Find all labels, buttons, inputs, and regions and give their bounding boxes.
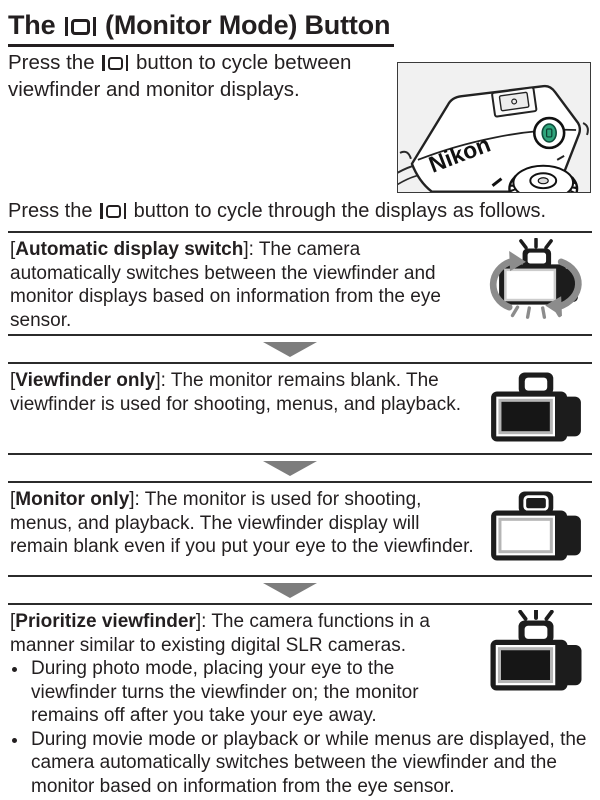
title-text-pre: The — [8, 10, 56, 40]
camera-viewfinder-only-icon — [480, 369, 592, 445]
page-title — [8, 10, 394, 47]
monitor-mode-icon — [100, 203, 126, 219]
camera-photo — [397, 62, 591, 193]
camera-monitor-only-icon — [480, 488, 592, 564]
section-text: [Monitor only]: The monitor is used for shooting, menus, and playback. The viewfinder display will remain blank even if you put your eye to the viewfinder. — [10, 489, 474, 558]
display-mode-list — [8, 231, 592, 800]
section-monitor-only — [8, 481, 592, 577]
section-text: [Prioritize viewfinder]: The camera functions in a manner similar to existing digital SLR cameras. — [10, 611, 430, 656]
camera-auto-display-switch-icon — [480, 238, 592, 326]
down-arrow-icon — [263, 461, 317, 476]
nikon-logo: Nikon — [425, 130, 494, 178]
title-text-post: (Monitor Mode) Button — [105, 10, 391, 40]
down-arrow-icon — [263, 583, 317, 598]
camera-prioritize-viewfinder-icon — [480, 610, 592, 694]
bullet-item: • During photo mode, placing your eye to the viewfinder turns the viewfinder on; the monitor remains off after you take your eye away. — [29, 657, 592, 728]
monitor-mode-icon — [102, 55, 128, 71]
bullet-item: • During movie mode or playback or while menus are displayed, the camera automatically switches between the viewfinder and the monitor based on information from the eye sensor. — [29, 728, 592, 799]
section-viewfinder-only — [8, 362, 592, 455]
section-prioritize-viewfinder — [8, 603, 592, 800]
intro-paragraph: Press the button to cycle between viewfinder and monitor displays. — [8, 51, 352, 101]
section-text: [Viewfinder only]: The monitor remains blank. The viewfinder is used for shooting, menus, and playback. — [10, 370, 461, 415]
cycle-instruction: Press the button to cycle through the displays as follows. — [8, 200, 547, 222]
section-automatic-display-switch — [8, 231, 592, 336]
section-text: [Automatic display switch]: The camera automatically switches between the viewfinder and monitor displays based on information from the eye sensor. — [10, 239, 441, 331]
cycle-arrow — [8, 577, 592, 603]
nikon-camera-top-view — [398, 63, 590, 192]
monitor-mode-icon — [65, 17, 96, 36]
hot-shoe — [492, 87, 537, 116]
cycle-arrow — [8, 336, 592, 362]
down-arrow-icon — [263, 342, 317, 357]
cycle-arrow — [8, 455, 592, 481]
monitor-mode-button-highlight — [534, 118, 564, 148]
